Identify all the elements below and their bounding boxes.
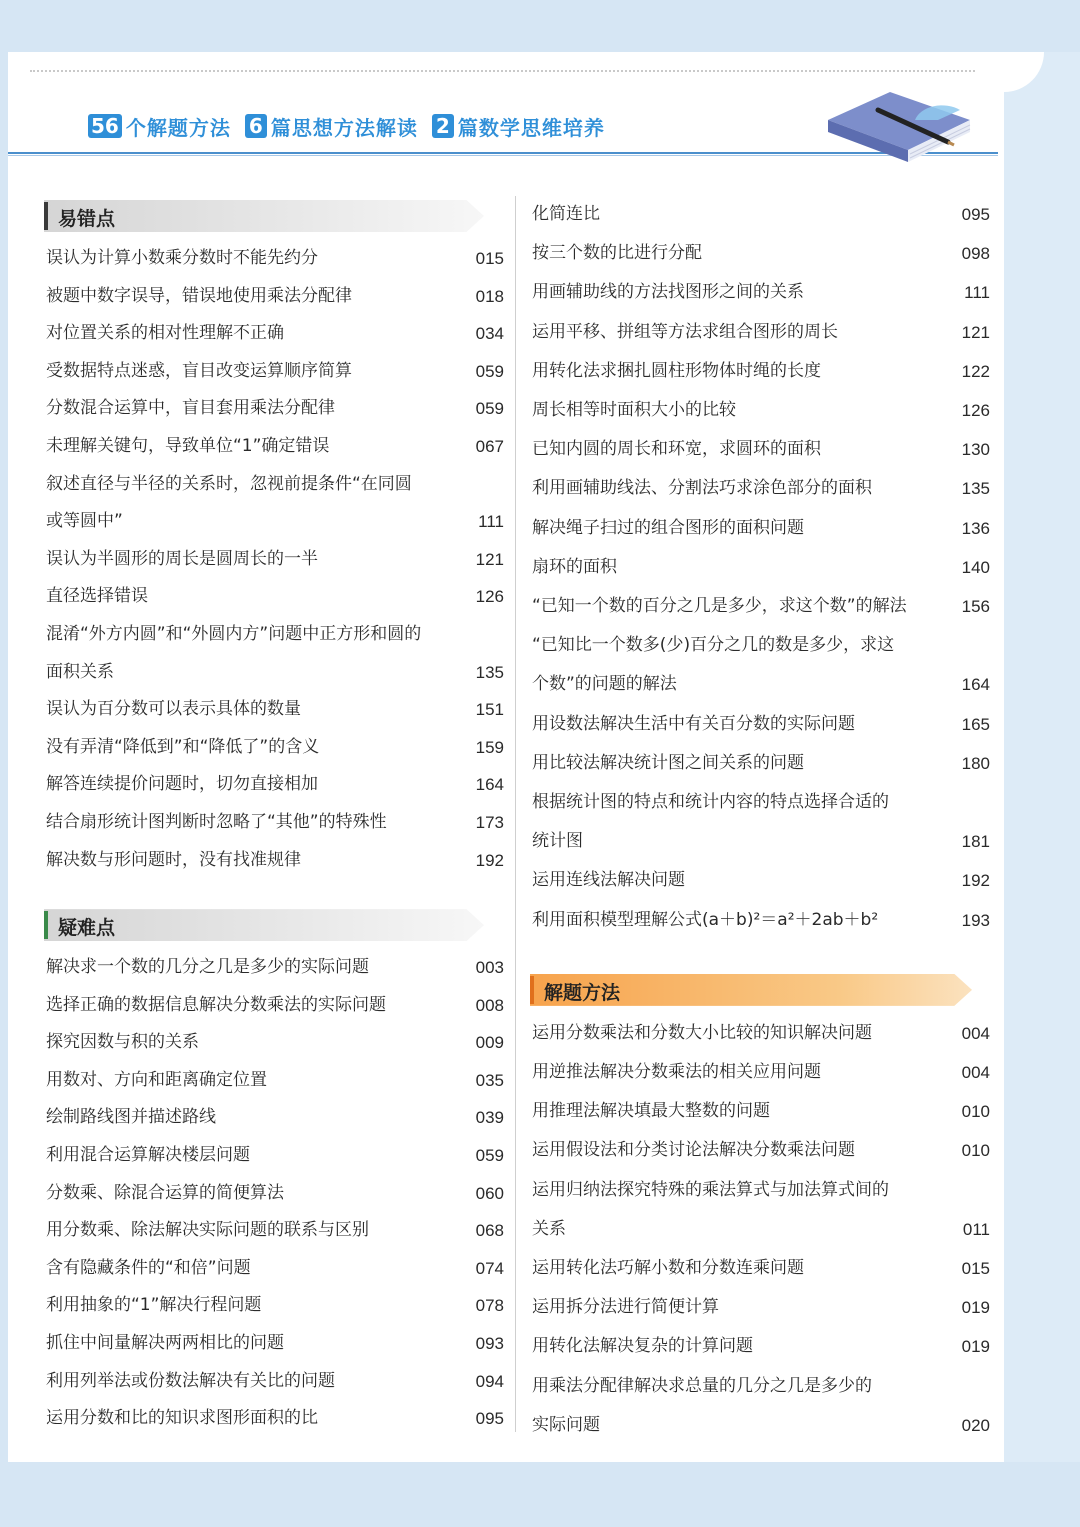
toc-page-number: 009 bbox=[475, 1033, 504, 1053]
toc-row[interactable] bbox=[44, 842, 504, 880]
left-column bbox=[44, 200, 504, 1438]
toc-page-number: 060 bbox=[475, 1183, 504, 1203]
toc-entry-title: 用画辅助线的方法找图形之间的关系 bbox=[532, 282, 804, 303]
toc-row[interactable] bbox=[44, 1212, 504, 1250]
toc-entry-title: 运用归纳法探究特殊的乘法算式与加法算式间的 bbox=[532, 1179, 889, 1200]
toc-page-number: 136 bbox=[961, 518, 990, 538]
toc-page-number: 011 bbox=[962, 1219, 990, 1239]
toc-entry-title: 解决数与形问题时，没有找准规律 bbox=[46, 849, 301, 870]
toc-entry-title: 扇环的面积 bbox=[532, 556, 617, 577]
toc-entry-title: 利用列举法或份数法解决有关比的问题 bbox=[46, 1370, 335, 1391]
header-group-methods bbox=[88, 112, 231, 141]
toc-entry-title: 关系 bbox=[532, 1218, 566, 1239]
toc-page-number: 093 bbox=[475, 1334, 504, 1354]
toc-page-number: 135 bbox=[961, 479, 990, 499]
section-title: 易错点 bbox=[58, 208, 116, 230]
toc-row[interactable] bbox=[530, 509, 990, 548]
toc-page-number: 156 bbox=[961, 597, 990, 617]
toc-row[interactable] bbox=[44, 1363, 504, 1401]
toc-page-number: 003 bbox=[475, 958, 504, 978]
toc-row[interactable] bbox=[530, 1171, 990, 1249]
toc-entry-title: 面积关系 bbox=[46, 661, 114, 682]
toc-page-number: 015 bbox=[475, 249, 504, 268]
header-group-thinking bbox=[432, 112, 605, 141]
book-pen-icon bbox=[820, 80, 990, 180]
toc-page-number: 140 bbox=[961, 557, 990, 577]
section-header-accent bbox=[44, 202, 48, 230]
toc-row[interactable] bbox=[44, 1325, 504, 1363]
right-column bbox=[530, 195, 990, 1445]
toc-entry-title: 对位置关系的相对性理解不正确 bbox=[46, 323, 284, 344]
toc-entry-title: 直径选择错误 bbox=[46, 586, 148, 607]
toc-page-number: 019 bbox=[961, 1298, 990, 1318]
toc-page-number: 121 bbox=[475, 549, 504, 569]
toc-page-number: 010 bbox=[961, 1102, 990, 1122]
toc-row[interactable] bbox=[44, 466, 504, 541]
toc-entry-title: 运用连线法解决问题 bbox=[532, 870, 685, 891]
toc-row[interactable] bbox=[530, 195, 990, 234]
header-text: 篇数学思维培养 bbox=[457, 115, 605, 140]
toc-row[interactable] bbox=[530, 1367, 990, 1445]
section-spacer bbox=[530, 940, 990, 974]
toc-page-number: 180 bbox=[961, 753, 990, 773]
toc-row[interactable] bbox=[44, 353, 504, 391]
header-group-ideas bbox=[245, 112, 418, 141]
toc-entry-title: 利用画辅助线法、分割法巧求涂色部分的面积 bbox=[532, 478, 872, 499]
toc-entry-title: 混淆“外方内圆”和“外圆内方”问题中正方形和圆的 bbox=[46, 623, 422, 644]
toc-row[interactable] bbox=[44, 1099, 504, 1137]
toc-row[interactable] bbox=[530, 705, 990, 744]
toc-entry-title: 叙述直径与半径的关系时，忽视前提条件“在同圆 bbox=[46, 473, 412, 494]
toc-entry-title: 用分数乘、除法解决实际问题的联系与区别 bbox=[46, 1220, 369, 1241]
toc-entry-title: “已知一个数的百分之几是多少，求这个数”的解法 bbox=[532, 596, 907, 617]
toc-page-number: 173 bbox=[475, 812, 504, 832]
toc-page-number: 181 bbox=[961, 832, 990, 852]
toc-entry-second-line bbox=[530, 1406, 990, 1445]
toc-row[interactable] bbox=[44, 1400, 504, 1438]
toc-entry-title: 抓住中间量解决两两相比的问题 bbox=[46, 1333, 284, 1354]
toc-entry-title: 用逆推法解决分数乘法的相关应用问题 bbox=[532, 1062, 821, 1083]
toc-entry-second-line bbox=[44, 654, 504, 692]
toc-page-number: 159 bbox=[475, 737, 504, 757]
toc-row[interactable] bbox=[530, 469, 990, 508]
toc-page-number: 095 bbox=[475, 1409, 504, 1429]
toc-entry-title: 绘制路线图并描述路线 bbox=[46, 1107, 216, 1128]
toc-row[interactable] bbox=[44, 691, 504, 729]
section-title: 疑难点 bbox=[58, 917, 116, 940]
toc-page-number: 151 bbox=[475, 700, 504, 720]
toc-row[interactable] bbox=[44, 1137, 504, 1175]
toc-entry-second-line bbox=[44, 503, 504, 541]
toc-page-number: 034 bbox=[475, 324, 504, 344]
toc-entry-second-line bbox=[530, 822, 990, 861]
toc-entry-title: 用推理法解决填最大整数的问题 bbox=[532, 1101, 770, 1122]
page-frame-top bbox=[0, 0, 1080, 52]
toc-entry-title: 或等圆中” bbox=[46, 511, 123, 532]
toc-entry-title: 用比较法解决统计图之间关系的问题 bbox=[532, 752, 804, 773]
toc-page-number: 122 bbox=[961, 361, 990, 381]
toc-entry-title: 用乘法分配律解决求总量的几分之几是多少的 bbox=[532, 1375, 872, 1396]
toc-entry-title: 利用混合运算解决楼层问题 bbox=[46, 1145, 250, 1166]
toc-row[interactable] bbox=[530, 1131, 990, 1170]
toc-row[interactable] bbox=[530, 587, 990, 626]
toc-entry-title: 运用假设法和分类讨论法解决分数乘法问题 bbox=[532, 1140, 855, 1161]
toc-page-number: 095 bbox=[961, 205, 990, 224]
toc-entry-title: 已知内圆的周长和环宽，求圆环的面积 bbox=[532, 439, 821, 460]
toc-row[interactable] bbox=[44, 949, 504, 987]
page-header bbox=[88, 108, 605, 144]
toc-entry-title: 利用面积模型理解公式(a＋b)²＝a²＋2ab＋b² bbox=[532, 909, 879, 930]
toc-page-number: 004 bbox=[961, 1063, 990, 1083]
toc-page-number: 126 bbox=[961, 401, 990, 421]
toc-entry-title: 用数对、方向和距离确定位置 bbox=[46, 1069, 267, 1090]
toc-page-number: 111 bbox=[964, 283, 990, 303]
toc-page-number: 094 bbox=[475, 1371, 504, 1391]
toc-entry-title: 用转化法求捆扎圆柱形物体时绳的长度 bbox=[532, 360, 821, 381]
toc-entry-title: 运用拆分法进行简便计算 bbox=[532, 1297, 719, 1318]
toc-row[interactable] bbox=[44, 804, 504, 842]
toc-page-number: 192 bbox=[961, 871, 990, 891]
toc-row[interactable] bbox=[530, 234, 990, 273]
toc-row[interactable] bbox=[530, 313, 990, 352]
toc-row[interactable] bbox=[44, 240, 504, 278]
toc-entry-title: 周长相等时面积大小的比较 bbox=[532, 400, 736, 421]
toc-page-number: 126 bbox=[475, 587, 504, 607]
toc-entry-title: 运用分数和比的知识求图形面积的比 bbox=[46, 1408, 318, 1429]
toc-page-number: 068 bbox=[475, 1221, 504, 1241]
toc-page-number: 008 bbox=[475, 995, 504, 1015]
toc-page-number: 004 bbox=[961, 1023, 990, 1043]
toc-row[interactable] bbox=[530, 1327, 990, 1366]
toc-row[interactable] bbox=[44, 278, 504, 316]
toc-row[interactable] bbox=[530, 352, 990, 391]
toc-row[interactable] bbox=[44, 541, 504, 579]
toc-row[interactable] bbox=[530, 430, 990, 469]
toc-entry-title: 运用转化法巧解小数和分数连乘问题 bbox=[532, 1258, 804, 1279]
toc-entry-title: 未理解关键句，导致单位“1”确定错误 bbox=[46, 435, 330, 456]
toc-entry-title: 分数混合运算中，盲目套用乘法分配律 bbox=[46, 398, 335, 419]
toc-page-number: 074 bbox=[475, 1258, 504, 1278]
toc-entry-title: 含有隐藏条件的“和倍”问题 bbox=[46, 1257, 251, 1278]
section-spacer bbox=[44, 879, 504, 909]
toc-entry-title: 用设数法解决生活中有关百分数的实际问题 bbox=[532, 713, 855, 734]
toc-row[interactable] bbox=[44, 987, 504, 1025]
toc-entry-title: 解决求一个数的几分之几是多少的实际问题 bbox=[46, 957, 369, 978]
toc-row[interactable] bbox=[530, 626, 990, 704]
toc-row[interactable] bbox=[530, 1092, 990, 1131]
toc-entry-title: 结合扇形统计图判断时忽略了“其他”的特殊性 bbox=[46, 811, 387, 832]
page-frame-right bbox=[1004, 52, 1080, 1462]
toc-page-number: 015 bbox=[961, 1259, 990, 1279]
toc-entry-title: 探究因数与积的关系 bbox=[46, 1032, 199, 1053]
toc-row[interactable] bbox=[530, 1053, 990, 1092]
toc-row[interactable] bbox=[44, 1062, 504, 1100]
section-header-yicuo bbox=[44, 200, 504, 234]
toc-row[interactable] bbox=[530, 273, 990, 312]
toc-page-number: 121 bbox=[961, 322, 990, 342]
toc-entry-title: 化简连比 bbox=[532, 204, 600, 224]
toc-row[interactable] bbox=[44, 1024, 504, 1062]
toc-row[interactable] bbox=[44, 578, 504, 616]
count-badge: 6 bbox=[245, 114, 267, 138]
toc-entry-title: 解决绳子扫过的组合图形的面积问题 bbox=[532, 517, 804, 538]
page-frame-left bbox=[0, 0, 8, 1527]
toc-page-number: 164 bbox=[961, 675, 990, 695]
toc-page-number: 035 bbox=[475, 1070, 504, 1090]
toc-page-number: 165 bbox=[961, 714, 990, 734]
toc-row[interactable] bbox=[530, 744, 990, 783]
toc-page-number: 059 bbox=[475, 361, 504, 381]
section-title: 解题方法 bbox=[544, 981, 621, 1004]
toc-entry-title: 误认为计算小数乘分数时不能先约分 bbox=[46, 248, 318, 268]
toc-page-number: 067 bbox=[475, 436, 504, 456]
toc-entry-title: 误认为半圆形的周长是圆周长的一半 bbox=[46, 548, 318, 569]
count-badge: 56 bbox=[88, 114, 122, 138]
toc-entry-title: 利用抽象的“1”解决行程问题 bbox=[46, 1295, 262, 1316]
toc-row[interactable] bbox=[530, 391, 990, 430]
toc-row[interactable] bbox=[44, 1250, 504, 1288]
toc-entry-title: 个数”的问题的解法 bbox=[532, 674, 677, 695]
toc-entry-title: 解答连续提价问题时，切勿直接相加 bbox=[46, 774, 318, 795]
toc-page-number: 059 bbox=[475, 399, 504, 419]
toc-page-number: 078 bbox=[475, 1296, 504, 1316]
toc-row[interactable] bbox=[44, 390, 504, 428]
toc-row[interactable] bbox=[44, 729, 504, 767]
toc-entry-title: 分数乘、除混合运算的简便算法 bbox=[46, 1182, 284, 1203]
toc-page-number: 098 bbox=[961, 244, 990, 264]
toc-row[interactable] bbox=[530, 1014, 990, 1053]
toc-row[interactable] bbox=[44, 616, 504, 691]
toc-entry-title: 运用分数乘法和分数大小比较的知识解决问题 bbox=[532, 1022, 872, 1043]
toc-entry-title: “已知比一个数多(少)百分之几的数是多少，求这 bbox=[532, 635, 895, 656]
toc-page-number: 192 bbox=[475, 850, 504, 870]
toc-row[interactable] bbox=[530, 548, 990, 587]
toc-entry-title: 误认为百分数可以表示具体的数量 bbox=[46, 699, 301, 720]
toc-entry-title: 用转化法解决复杂的计算问题 bbox=[532, 1336, 753, 1357]
toc-entry-second-line bbox=[530, 1210, 990, 1249]
toc-page-number: 164 bbox=[475, 775, 504, 795]
toc-row[interactable] bbox=[44, 766, 504, 804]
toc-page-number: 059 bbox=[475, 1146, 504, 1166]
column-divider bbox=[515, 196, 516, 1432]
toc-row[interactable] bbox=[530, 1249, 990, 1288]
toc-entry-title: 实际问题 bbox=[532, 1414, 600, 1435]
toc-row[interactable] bbox=[530, 783, 990, 861]
toc-row[interactable] bbox=[530, 901, 990, 940]
toc-row[interactable] bbox=[44, 315, 504, 353]
section-header-yinan bbox=[44, 909, 504, 943]
toc-page-number: 010 bbox=[961, 1141, 990, 1161]
toc-row[interactable] bbox=[530, 861, 990, 900]
toc-row[interactable] bbox=[44, 428, 504, 466]
toc-entry-title: 根据统计图的特点和统计内容的特点选择合适的 bbox=[532, 792, 889, 813]
toc-entry-title: 统计图 bbox=[532, 831, 583, 852]
toc-page-number: 193 bbox=[961, 910, 990, 930]
toc-row[interactable] bbox=[44, 1175, 504, 1213]
header-text: 篇思想方法解读 bbox=[270, 115, 418, 140]
toc-entry-title: 运用平移、拼组等方法求组合图形的周长 bbox=[532, 321, 838, 342]
dotted-rule bbox=[30, 70, 975, 72]
toc-page-number: 018 bbox=[475, 286, 504, 306]
toc-page-number: 019 bbox=[961, 1337, 990, 1357]
section-header-accent bbox=[530, 976, 534, 1004]
toc-page-number: 135 bbox=[475, 662, 504, 682]
toc-row[interactable] bbox=[44, 1287, 504, 1325]
count-badge: 2 bbox=[432, 114, 454, 138]
toc-page-number: 130 bbox=[961, 440, 990, 460]
toc-entry-title: 没有弄清“降低到”和“降低了”的含义 bbox=[46, 736, 320, 757]
toc-page-number: 020 bbox=[961, 1415, 990, 1435]
toc-entry-title: 选择正确的数据信息解决分数乘法的实际问题 bbox=[46, 994, 386, 1015]
section-header-jieti bbox=[530, 974, 990, 1008]
section-header-accent bbox=[44, 911, 48, 939]
toc-row[interactable] bbox=[530, 1288, 990, 1327]
header-text: 个解题方法 bbox=[125, 115, 231, 140]
toc-entry-title: 受数据特点迷惑，盲目改变运算顺序简算 bbox=[46, 360, 352, 381]
toc-page-number: 039 bbox=[475, 1108, 504, 1128]
toc-entry-title: 被题中数字误导，错误地使用乘法分配律 bbox=[46, 285, 352, 306]
toc-entry-second-line bbox=[530, 665, 990, 704]
toc-page-number: 111 bbox=[478, 512, 504, 532]
page-frame-bottom bbox=[0, 1462, 1080, 1527]
toc-entry-title: 按三个数的比进行分配 bbox=[532, 243, 702, 264]
